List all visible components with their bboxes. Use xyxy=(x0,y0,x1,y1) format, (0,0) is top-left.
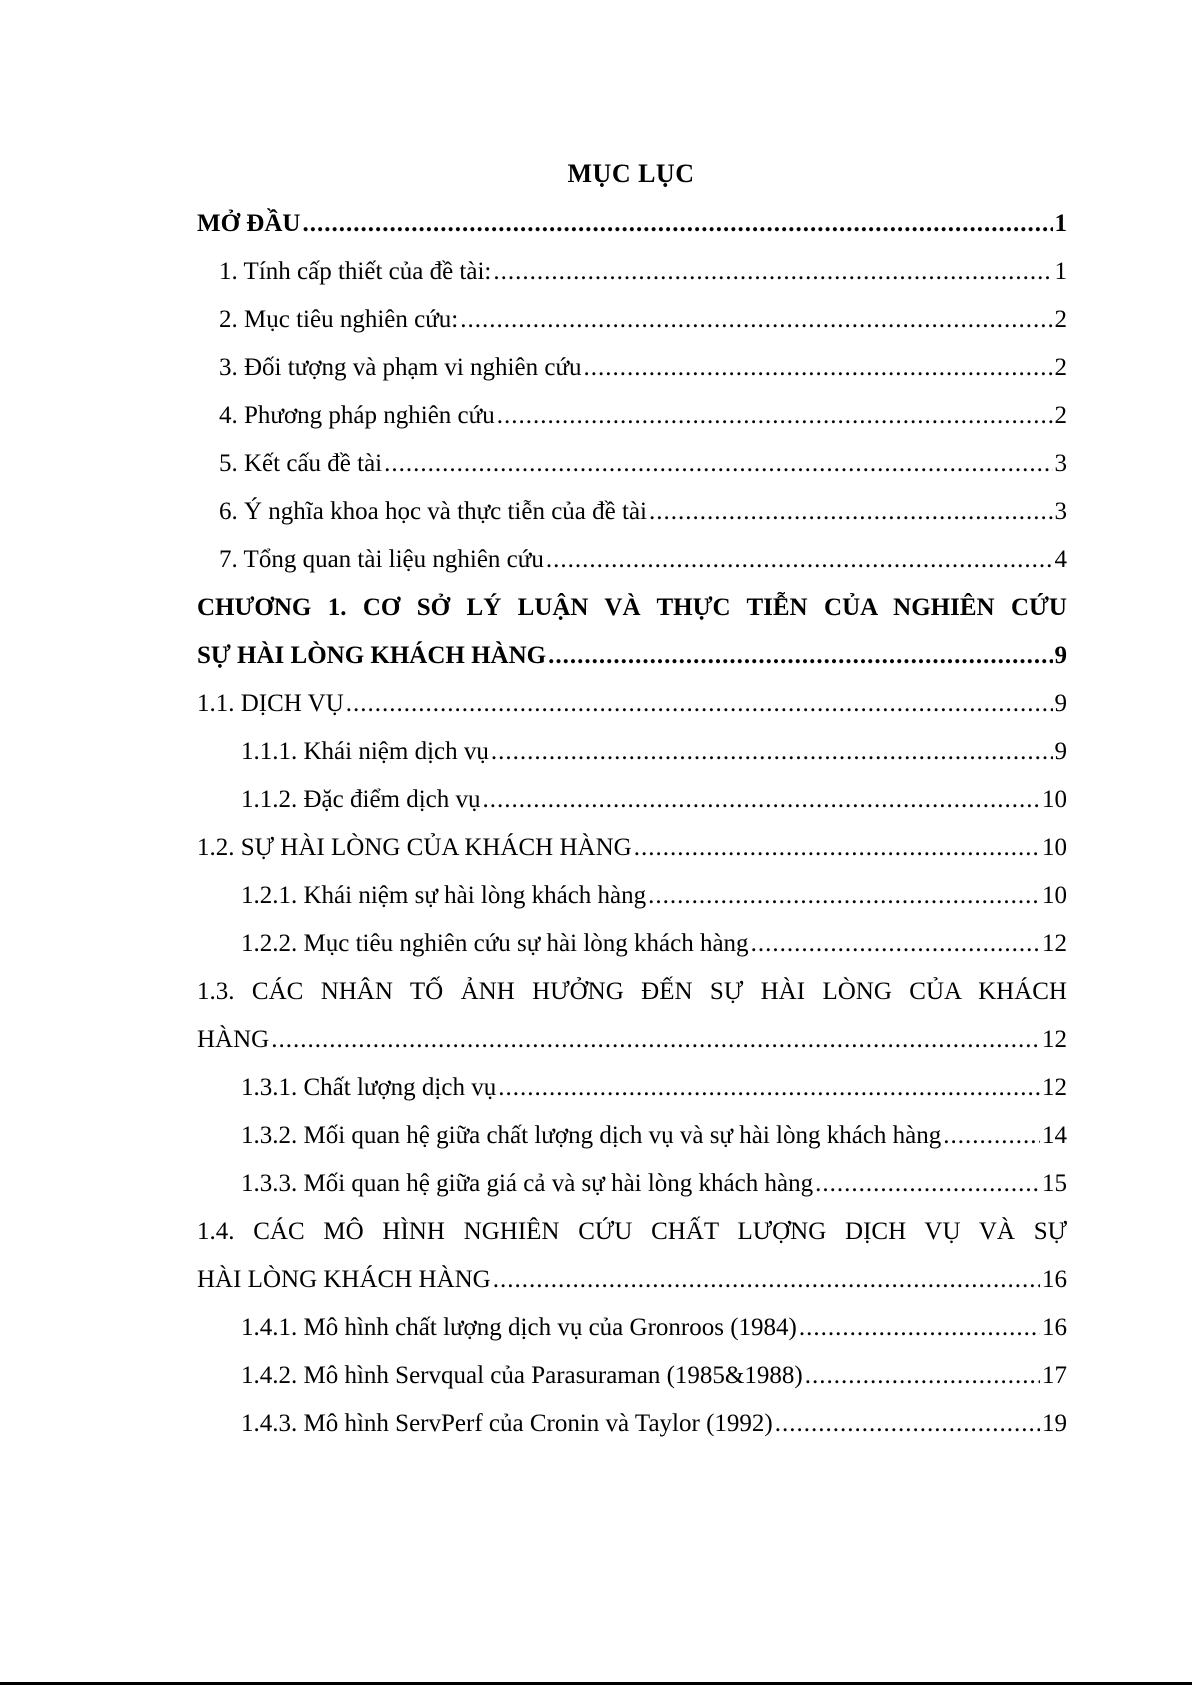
toc-page-number: 2 xyxy=(1054,354,1067,381)
toc-page-number: 19 xyxy=(1042,1410,1067,1437)
toc-page-number: 17 xyxy=(1042,1362,1067,1389)
toc-page-number: 1 xyxy=(1054,258,1067,285)
toc-page-number: 1 xyxy=(1054,210,1067,237)
toc-dot-leader xyxy=(584,344,1053,392)
toc-entry[interactable] xyxy=(197,248,1067,296)
toc-entry-line xyxy=(241,1352,1067,1400)
toc-page-number: 12 xyxy=(1042,1026,1067,1053)
toc-entry[interactable] xyxy=(197,1304,1067,1352)
toc-dot-leader xyxy=(460,296,1052,344)
toc-entry-label: 1.3.2. Mối quan hệ giữa chất lượng dịch vụ và sự hài lòng khách hàng xyxy=(241,1122,942,1149)
toc-page-number: 16 xyxy=(1042,1266,1067,1293)
toc-entry-label: 1.1.2. Đặc điểm dịch vụ xyxy=(241,786,481,813)
toc-entry-line xyxy=(241,1304,1067,1352)
toc-entry-label: 1. Tính cấp thiết của đề tài: xyxy=(219,258,492,285)
toc-page-number: 2 xyxy=(1054,402,1067,429)
toc-entry-line xyxy=(219,440,1067,488)
toc-entry-label: SỰ HÀI LÒNG KHÁCH HÀNG xyxy=(197,642,547,669)
toc-dot-leader xyxy=(271,1016,1040,1064)
toc-dot-leader xyxy=(346,680,1053,728)
toc-entry[interactable] xyxy=(197,776,1067,824)
toc-entry-label: CHƯƠNG 1. CƠ SỞ LÝ LUẬN VÀ THỰC TIỄN CỦA NGHIÊN CỨU xyxy=(197,594,1067,621)
toc-entry-line xyxy=(197,200,1067,248)
toc-entry[interactable] xyxy=(197,632,1067,680)
toc-entry-label: 6. Ý nghĩa khoa học và thực tiễn của đề tài xyxy=(219,498,647,525)
toc-dot-leader xyxy=(649,488,1053,536)
toc-dot-leader xyxy=(799,1304,1040,1352)
toc-entry-line xyxy=(219,248,1067,296)
toc-entry-label: 3. Đối tượng và phạm vi nghiên cứu xyxy=(219,354,582,381)
toc-entry-label: 1.4. CÁC MÔ HÌNH NGHIÊN CỨU CHẤT LƯỢNG DỊCH VỤ VÀ SỰ xyxy=(197,1218,1067,1245)
toc-page-number: 3 xyxy=(1054,450,1067,477)
toc-entry[interactable] xyxy=(197,1016,1067,1064)
toc-entry-label: 7. Tổng quan tài liệu nghiên cứu xyxy=(219,546,544,573)
toc-dot-leader xyxy=(497,392,1053,440)
toc-dot-leader xyxy=(815,1160,1040,1208)
toc-page-number: 4 xyxy=(1054,546,1067,573)
toc-entry-line xyxy=(241,1112,1067,1160)
toc-entry[interactable] xyxy=(197,1208,1067,1256)
toc-dot-leader xyxy=(775,1400,1040,1448)
toc-page-number: 14 xyxy=(1042,1122,1067,1149)
toc-entry-line xyxy=(241,1160,1067,1208)
toc-entry-line xyxy=(197,632,1067,680)
toc-entry[interactable] xyxy=(197,296,1067,344)
toc-entry-line xyxy=(241,1064,1067,1112)
toc-entry[interactable] xyxy=(197,1400,1067,1448)
toc-page-number: 12 xyxy=(1042,930,1067,957)
toc-entry-line xyxy=(241,920,1067,968)
toc-dot-leader xyxy=(384,440,1052,488)
toc-page-number: 9 xyxy=(1054,642,1067,669)
toc-entry[interactable] xyxy=(197,1256,1067,1304)
toc-page-number: 3 xyxy=(1054,498,1067,525)
toc-dot-leader xyxy=(493,248,1052,296)
toc-dot-leader xyxy=(493,1256,1040,1304)
toc-entry-label: 1.4.2. Mô hình Servqual của Parasuraman (1985&1988) xyxy=(241,1362,803,1389)
toc-dot-leader xyxy=(498,1064,1040,1112)
toc-dot-leader xyxy=(483,776,1040,824)
toc-entry[interactable] xyxy=(197,392,1067,440)
toc-entry-line xyxy=(241,776,1067,824)
toc-entry[interactable] xyxy=(197,440,1067,488)
toc-entry-label: 2. Mục tiêu nghiên cứu: xyxy=(219,306,459,333)
toc-entry-label: 1.3.3. Mối quan hệ giữa giá cả và sự hài lòng khách hàng xyxy=(241,1170,814,1197)
toc-page-number: 16 xyxy=(1042,1314,1067,1341)
toc-dot-leader xyxy=(751,920,1040,968)
toc-entry-line xyxy=(219,344,1067,392)
toc-entry-line xyxy=(241,728,1067,776)
toc-entry[interactable] xyxy=(197,968,1067,1016)
toc-entry-label: 1.2. SỰ HÀI LÒNG CỦA KHÁCH HÀNG xyxy=(197,834,632,861)
toc-entry-line xyxy=(219,536,1067,584)
toc-page-number: 10 xyxy=(1042,882,1067,909)
toc-entry-line xyxy=(197,1016,1067,1064)
toc-entry[interactable] xyxy=(197,872,1067,920)
toc-entry[interactable] xyxy=(197,536,1067,584)
toc-entry[interactable] xyxy=(197,680,1067,728)
toc-page-number: 2 xyxy=(1054,306,1067,333)
toc-dot-leader xyxy=(546,536,1053,584)
toc-entry-line xyxy=(241,1400,1067,1448)
toc-entry[interactable] xyxy=(197,1112,1067,1160)
toc-dot-leader xyxy=(302,200,1052,248)
toc-page-number: 9 xyxy=(1054,738,1067,765)
toc-dot-leader xyxy=(648,872,1040,920)
toc-page-number: 9 xyxy=(1054,690,1067,717)
toc-page-number: 10 xyxy=(1042,834,1067,861)
toc-entry-label: MỞ ĐẦU xyxy=(197,210,301,237)
toc-entry-label: 1.2.1. Khái niệm sự hài lòng khách hàng xyxy=(241,882,647,909)
toc-entry-label: 1.1.1. Khái niệm dịch vụ xyxy=(241,738,489,765)
toc-entry-label: 1.1. DỊCH VỤ xyxy=(197,690,344,717)
toc-entry-line xyxy=(197,1256,1067,1304)
toc-entry[interactable] xyxy=(197,1064,1067,1112)
toc-dot-leader xyxy=(634,824,1040,872)
toc-entry[interactable] xyxy=(197,584,1067,632)
toc-entry-label: 4. Phương pháp nghiên cứu xyxy=(219,402,495,429)
toc-entry-label: 1.3. CÁC NHÂN TỐ ẢNH HƯỞNG ĐẾN SỰ HÀI LÒNG CỦA KHÁCH xyxy=(197,978,1067,1005)
toc-entry-label: 1.4.3. Mô hình ServPerf của Cronin và Taylor (1992) xyxy=(241,1410,773,1437)
toc-dot-leader xyxy=(805,1352,1040,1400)
toc-entry[interactable] xyxy=(197,728,1067,776)
toc-page-number: 12 xyxy=(1042,1074,1067,1101)
toc-entry-label: 1.3.1. Chất lượng dịch vụ xyxy=(241,1074,497,1101)
toc-entry-line xyxy=(197,824,1067,872)
toc-dot-leader xyxy=(943,1112,1040,1160)
toc-dot-leader xyxy=(548,632,1052,680)
toc-entry[interactable] xyxy=(197,1352,1067,1400)
page-title: MỤC LỤC xyxy=(567,159,695,188)
toc-entry-label: 1.4.1. Mô hình chất lượng dịch vụ của Gronroos (1984) xyxy=(241,1314,797,1341)
toc-entry-line xyxy=(219,392,1067,440)
toc-entry-label: 5. Kết cấu đề tài xyxy=(219,450,383,477)
toc-entry-line xyxy=(219,488,1067,536)
toc-entry[interactable] xyxy=(197,200,1067,248)
toc-entry[interactable] xyxy=(197,344,1067,392)
toc-dot-leader xyxy=(491,728,1053,776)
toc-entry-line xyxy=(219,296,1067,344)
toc-page-number: 15 xyxy=(1042,1170,1067,1197)
toc-entry[interactable] xyxy=(197,488,1067,536)
toc-entry[interactable] xyxy=(197,1160,1067,1208)
toc-entry-label: HÀI LÒNG KHÁCH HÀNG xyxy=(197,1266,491,1293)
toc-entry-label: HÀNG xyxy=(197,1026,270,1053)
toc-entry[interactable] xyxy=(197,920,1067,968)
toc-entry-line xyxy=(197,680,1067,728)
toc-entry-label: 1.2.2. Mục tiêu nghiên cứu sự hài lòng khách hàng xyxy=(241,930,749,957)
toc-entry-line xyxy=(241,872,1067,920)
table-of-contents xyxy=(197,200,1067,1448)
toc-entry[interactable] xyxy=(197,824,1067,872)
toc-page-number: 10 xyxy=(1042,786,1067,813)
